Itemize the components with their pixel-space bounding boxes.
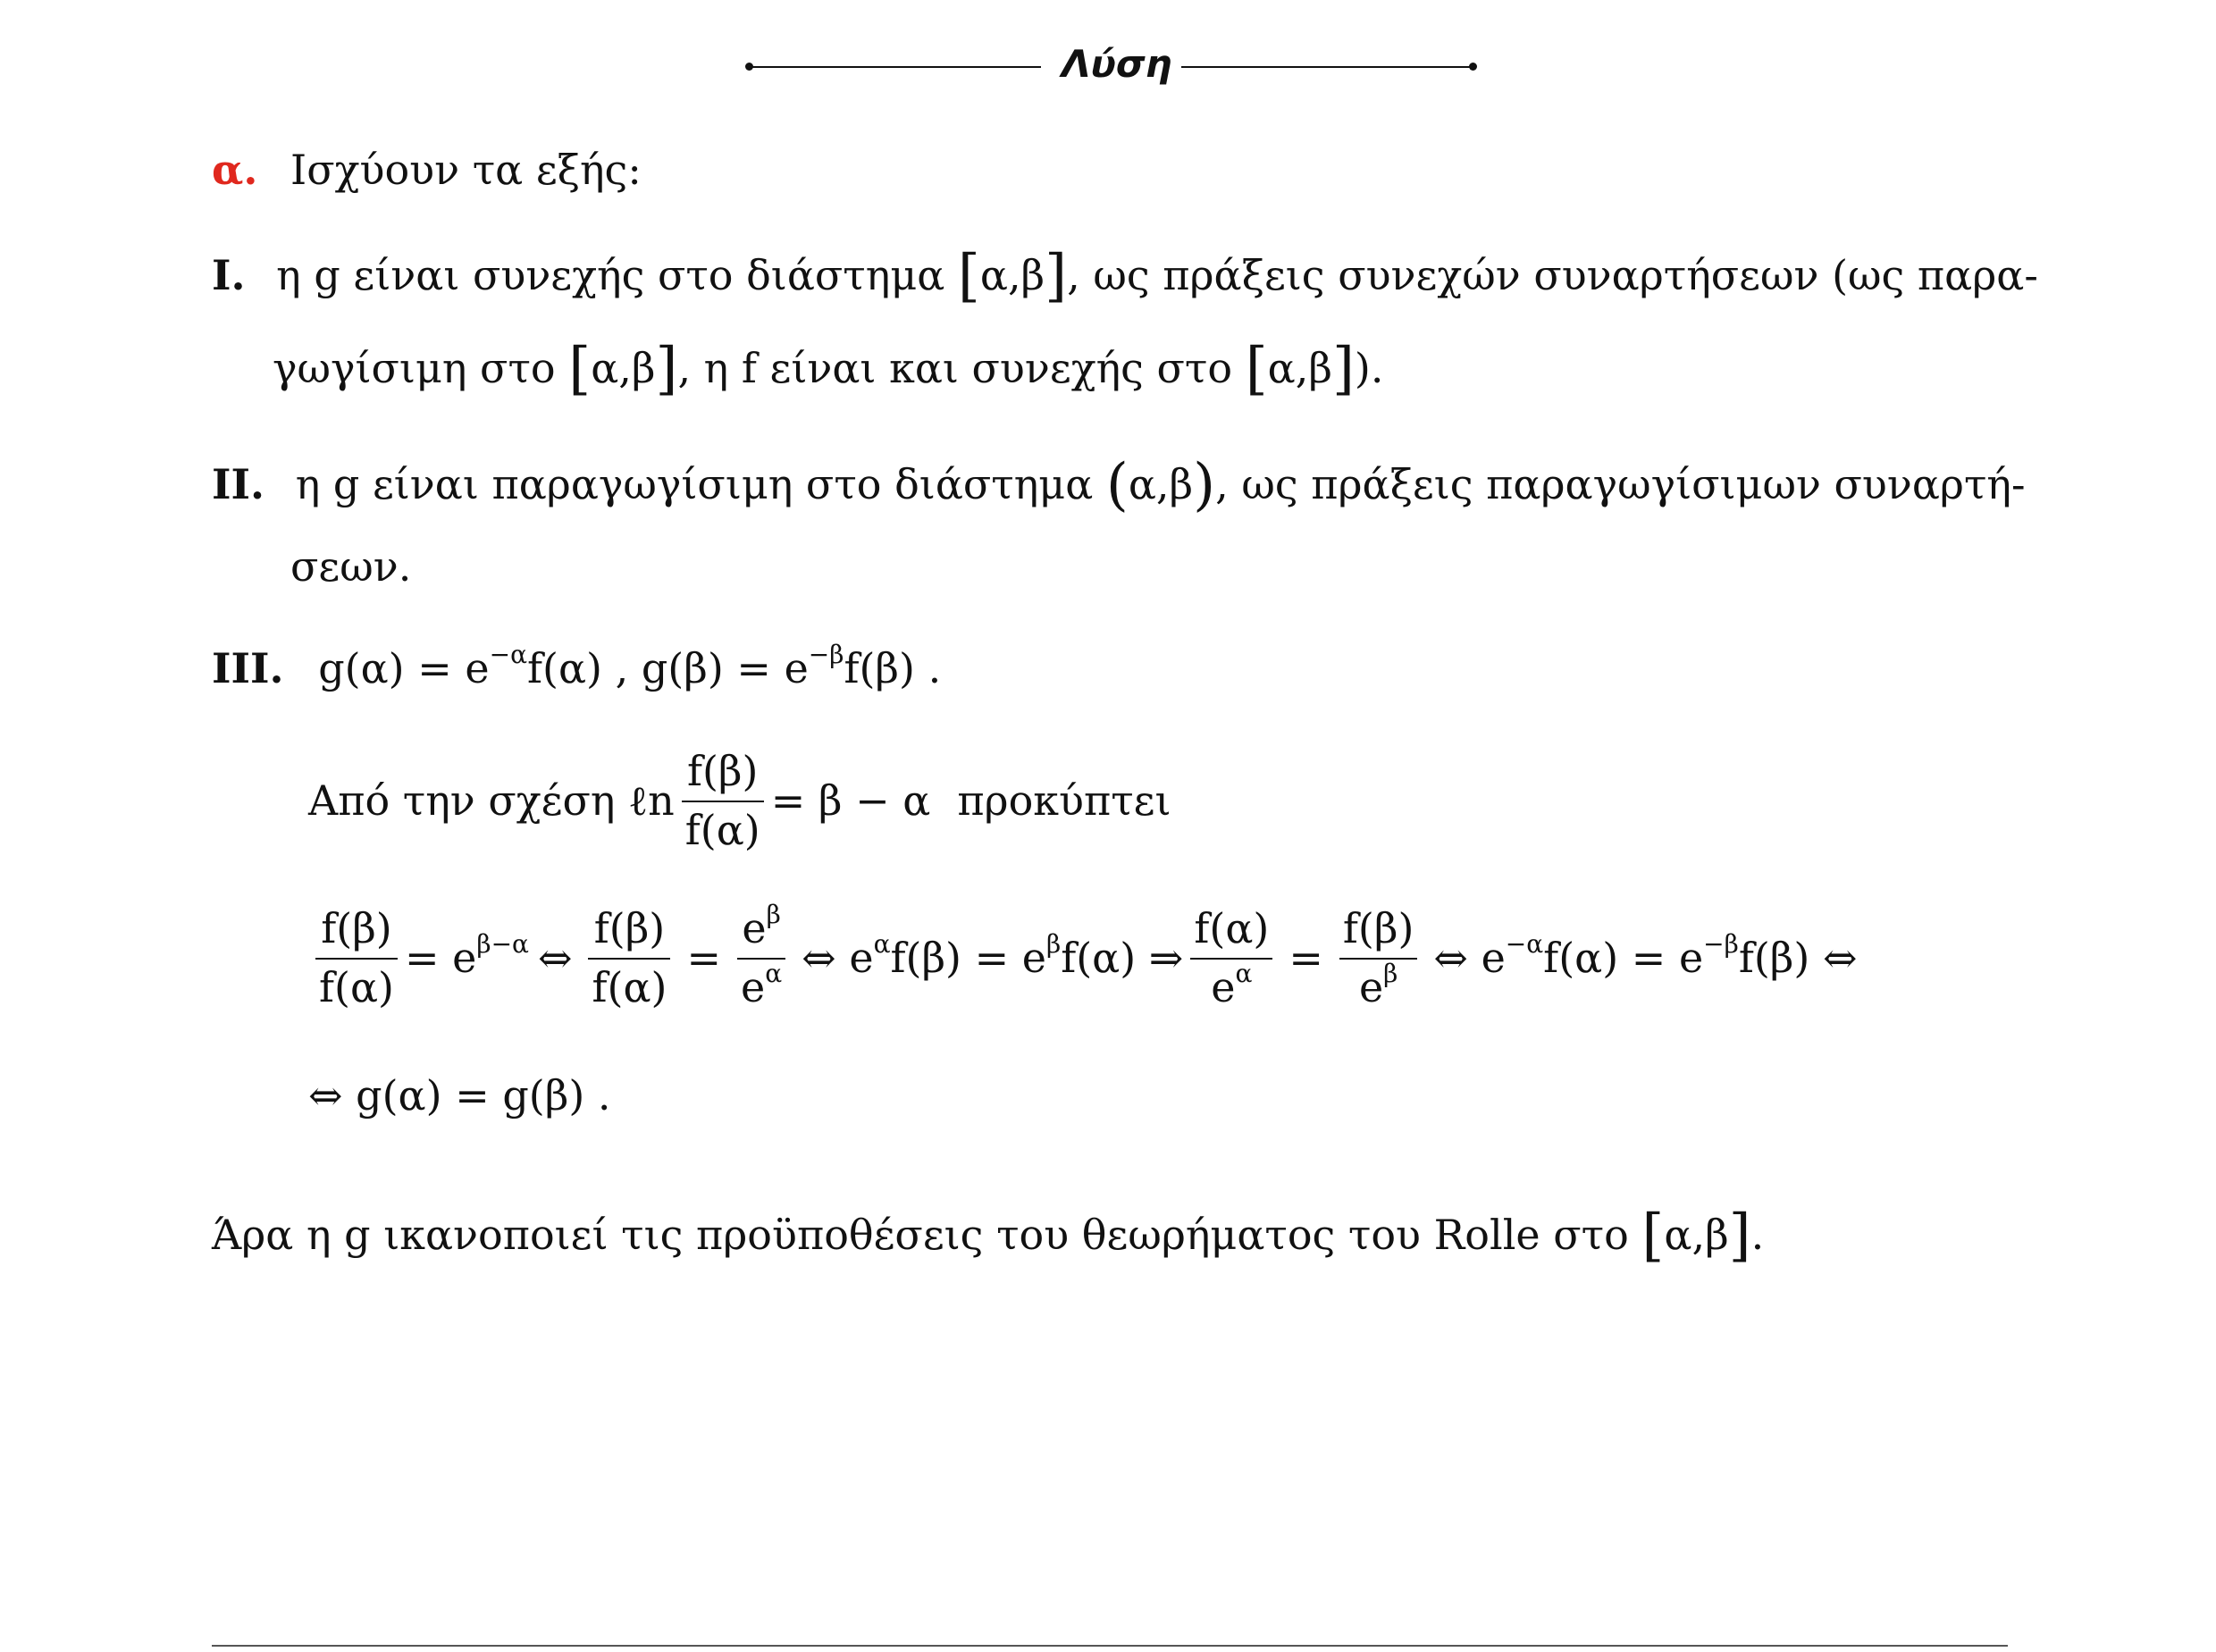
header-right-rule: [1181, 66, 1472, 68]
relation-pre: Από την σχέση ℓn: [308, 776, 675, 825]
conclusion-line: Άρα η g ικανοποιεί τις προϋποθέσεις του θεωρήματος του Rolle στο [α,β].: [212, 1203, 1765, 1269]
chain-eq3: =: [1288, 934, 1323, 982]
relation-fraction: $\frac{f(\beta)}{f(\alpha)}$: [682, 747, 764, 854]
chain-fraction-5: $\frac{f(\beta)}{e^\beta}$: [1339, 904, 1418, 1011]
item-II-text2: σεων.: [290, 542, 412, 591]
item-I-line2: γωγίσιμη στο [α,β], η f είναι και συνεχής στο [α,β]).: [273, 336, 1384, 402]
item-I-text2-post: ).: [1354, 344, 1384, 392]
header-right-dot: [1469, 63, 1477, 71]
chain-eq1: = $e^{\beta-\alpha}$: [404, 929, 529, 982]
chain-fraction-4: $\frac{f(\alpha)}{e^\alpha}$: [1190, 904, 1272, 1011]
chain-eq2: =: [686, 934, 722, 982]
section-title: Λύση: [1062, 42, 1172, 86]
footer-rule: [212, 1645, 2008, 1647]
chain-end: ⇔ $e^{-\alpha}f(\alpha) = e^{-\beta}f(\beta)$ ⇔: [1433, 929, 1858, 982]
item-a-label: α.: [212, 146, 258, 194]
conclusion-period: .: [1750, 1211, 1765, 1259]
item-I-label: I.: [212, 251, 246, 299]
item-I-line1: I. η g είναι συνεχής στο διάστημα [α,β], ως πράξεις συνεχών συναρτήσεων (ως παρα-: [212, 243, 2038, 309]
item-I-text1-post: , ως πράξεις συνεχών συναρτήσεων (ως παρα-: [1067, 251, 2038, 299]
chain-fraction-3: $\frac{e^\beta}{e^\alpha}$: [737, 904, 785, 1011]
item-II-line2: [290, 540, 411, 593]
equivalence-chain: [308, 900, 1858, 1011]
item-a-text: Ισχύουν τα εξής:: [290, 146, 642, 194]
conclusion-text: Άρα η g ικανοποιεί τις προϋποθέσεις του θεωρήματος του Rolle στο: [212, 1211, 1629, 1259]
conclusion-equation: ⇔ g(α) = g(β) .: [308, 1071, 611, 1120]
interval-conclusion: α,β: [1664, 1211, 1729, 1259]
item-II-text1-post: , ως πράξεις παραγωγίσιμων συναρτή-: [1215, 460, 2026, 508]
chain-fraction-2: $\frac{f(\beta)}{f(\alpha)}$: [588, 904, 670, 1011]
item-a: [212, 143, 642, 197]
relation-tail: προκύπτει: [957, 776, 1171, 825]
item-I-text1: η g είναι συνεχής στο διάστημα: [276, 251, 945, 299]
item-III: [212, 642, 941, 695]
item-I-text2: γωγίσιμη στο: [273, 344, 556, 392]
item-III-formula: $g(\alpha) = e^{-\alpha}f(\alpha)$ , $g(\beta) = e^{-\beta}f(\beta)$ .: [318, 640, 942, 692]
chain-iff1: ⇔: [537, 934, 573, 982]
relation-line: [308, 747, 1171, 854]
chain-middle: ⇔ $e^\alpha f(\beta) = e^\beta f(\alpha)$ ⇒: [802, 929, 1184, 982]
interval-I3: α,β: [1267, 344, 1332, 392]
interval-I2: α,β: [591, 344, 656, 392]
item-I-text2-mid: , η f είναι και συνεχής στο: [677, 344, 1233, 392]
header-left-rule: [751, 66, 1041, 68]
item-III-label: III.: [212, 644, 284, 692]
item-II-label: II.: [212, 460, 265, 508]
relation-post: = β − α: [770, 776, 931, 825]
item-II-text1: η g είναι παραγωγίσιμη στο διάστημα: [295, 460, 1094, 508]
interval-II: α,β: [1128, 460, 1194, 508]
interval-I1: α,β: [979, 251, 1045, 299]
item-II-line1: II. η g είναι παραγωγίσιμη στο διάστημα (α,β), ως πράξεις παραγωγίσιμων συναρτή-: [212, 452, 2026, 518]
chain-fraction-1: $\frac{f(\beta)}{f(\alpha)}$: [315, 904, 398, 1011]
